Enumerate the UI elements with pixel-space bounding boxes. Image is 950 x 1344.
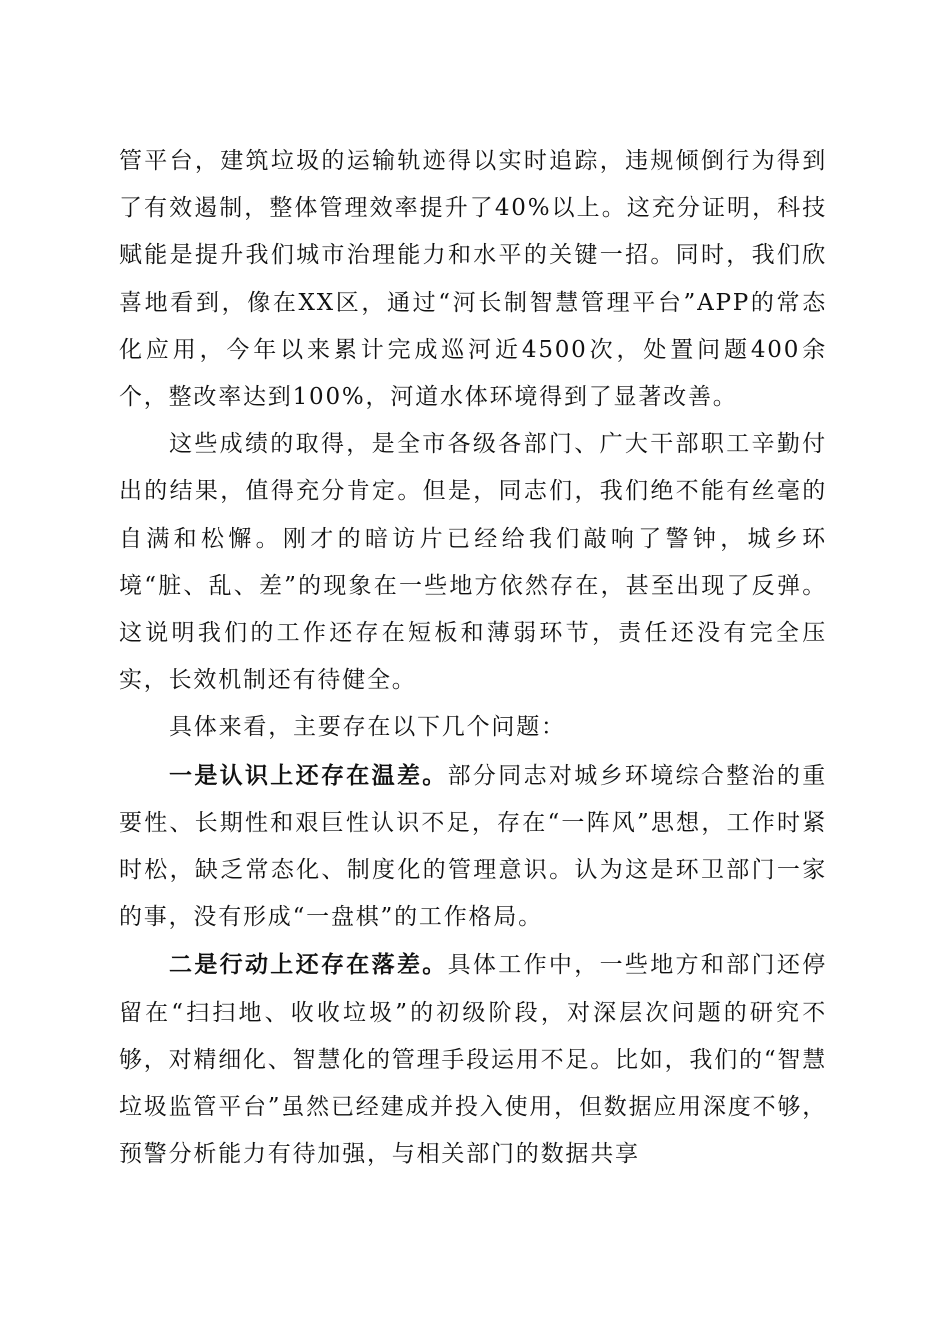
- paragraph-achievements: [119, 421, 827, 704]
- paragraph-problem-one: [119, 752, 827, 942]
- paragraph-text: 部分同志对城乡环境综合整治的重要性、长期性和艰巨性认识不足，存在“一阵风”思想，工作时紧时松，缺乏常态化、制度化的管理意识。认为这是环卫部门一家的事，没有形成“一盘棋”的工作格局。: [119, 762, 827, 931]
- paragraph-text: 具体来看，主要存在以下几个问题：: [169, 714, 566, 741]
- paragraph-text: 具体工作中，一些地方和部门还停留在“扫扫地、收收垃圾”的初级阶段，对深层次问题的研究不够，对精细化、智慧化的管理手段运用不足。比如，我们的“智慧垃圾监管平台”虽然已经建成并投入使用，但数据应用深度不够，预警分析能力有待加强，与相关部门的数据共享: [119, 952, 827, 1168]
- paragraph-lead: 一是认识上还存在温差。: [169, 761, 448, 789]
- paragraph-problems-intro: [119, 704, 827, 751]
- paragraph-text: 这些成绩的取得，是全市各级各部门、广大干部职工辛勤付出的结果，值得充分肯定。但是，同志们，我们绝不能有丝毫的自满和松懈。刚才的暗访片已经给我们敲响了警钟，城乡环境“脏、乱、差”的现象在一些地方依然存在，甚至出现了反弹。这说明我们的工作还存在短板和薄弱环节，责任还没有完全压实，长效机制还有待健全。: [119, 431, 827, 694]
- document-body: [119, 138, 827, 1178]
- paragraph-continuation: [119, 138, 827, 421]
- paragraph-text: 管平台，建筑垃圾的运输轨迹得以实时追踪，违规倾倒行为得到了有效遏制，整体管理效率提升了40%以上。这充分证明，科技赋能是提升我们城市治理能力和水平的关键一招。同时，我们欣喜地看到，像在XX区，通过“河长制智慧管理平台”APP的常态化应用，今年以来累计完成巡河近4500次，处置问题400余个，整改率达到100%，河道水体环境得到了显著改善。: [119, 148, 827, 411]
- paragraph-lead: 二是行动上还存在落差。: [169, 951, 448, 979]
- paragraph-problem-two: [119, 941, 827, 1178]
